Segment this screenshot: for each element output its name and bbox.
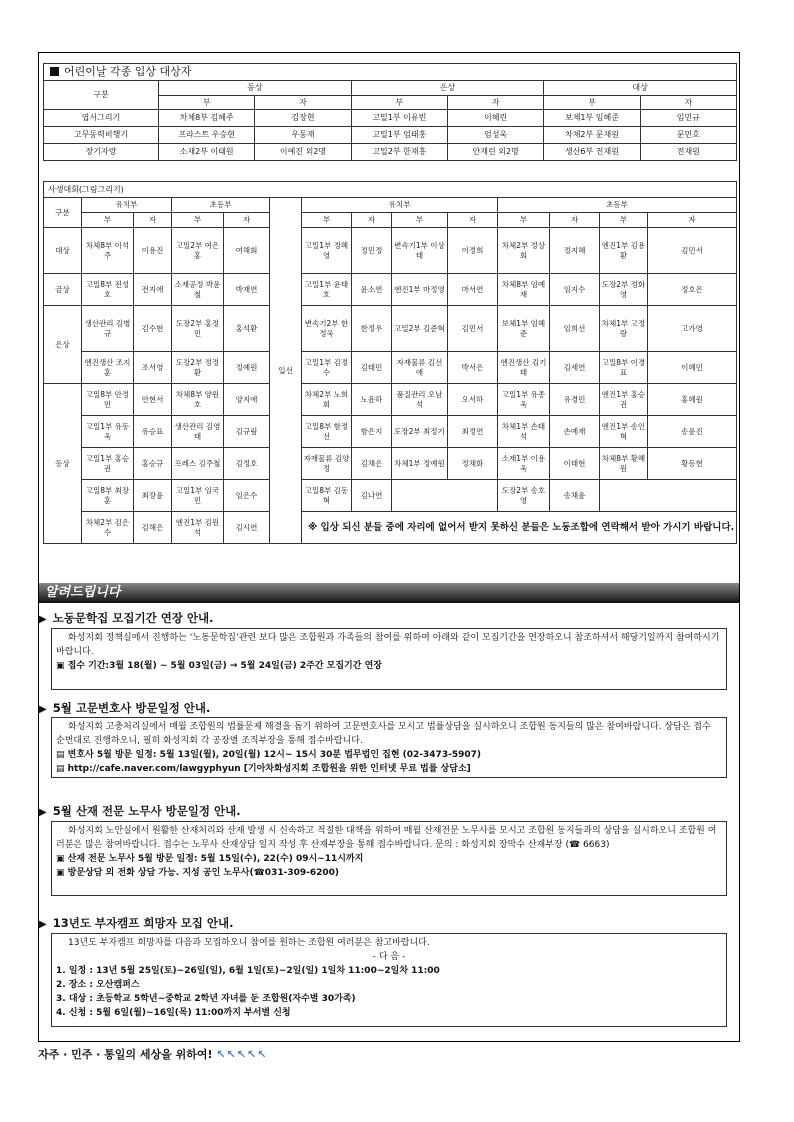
award-group-header: 대상 — [544, 81, 737, 96]
award-sub-header: 자 — [447, 96, 543, 110]
grade-label: 동상 — [44, 384, 82, 544]
square-bullet-icon — [50, 67, 59, 76]
award-sub-header: 부 — [351, 96, 447, 110]
grade-label: 은상 — [44, 306, 82, 384]
notice-title: ▶ 5월 산재 전문 노무사 방문일정 안내. — [39, 804, 241, 818]
triangle-right-icon: ▶ — [39, 614, 47, 625]
table-row: 동상 고밀8부 안정민 안현서 차체8부 양원호 양지애 차체2부 노희회 노윤하 품질관리 오남석 오서하 고밀1부 유종욱 유경민 엔진1부 홍승권 홍혜원 — [44, 384, 737, 416]
table-row: 차체2부 김은수 김해은 엔진1부 김원석 김시연 ※ 입상 되신 분들 중에 자리에 없어서 받지 못하신 분들은 노동조합에 연락해서 받아 가시기 바랍니다. — [44, 512, 737, 544]
award-section — [43, 63, 737, 161]
triangle-right-icon: ▶ — [39, 704, 47, 715]
grade-label: 금상 — [44, 274, 82, 306]
table-row: 금상 고밀8부 전성호 전지애 소재공정 박윤철 박재연 고밀1부 윤태호 윤소연 엔진1부 마정영 마서연 차체8부 임예재 임지수 도장2부 정화영 정호은 — [44, 274, 737, 306]
table-row: 고밀1부 유동욱 유승표 생산관리 김영태 김규림 고밀8부 함정선 함은지 도장2부 최정기 최정연 차체1부 손태석 손예재 엔진1부 송인혁 송윤진 — [44, 416, 737, 448]
award-group-header: 은상 — [351, 81, 544, 96]
notice-title: ▶ 5월 고문변호사 방문일정 안내. — [39, 701, 211, 715]
drawing-contest-section — [43, 181, 737, 544]
notice-title: ▶ 13년도 부자캠프 희망자 모집 안내. — [39, 916, 234, 930]
notice-box: 화성지회 정책실에서 진행하는 ‘노동문학집’관련 보다 많은 조합원과 가족들의 참여를 위하여 아래와 같이 모집기간을 연장하오니 참조하셔서 해당기일까지 참여하시기 바랍니다. ▣ 접수 기간:3월 18(월) ~ 5월 03일(금) → 5월 24일(금) 2주간 모집기간 연장 — [51, 628, 727, 690]
drawing-contest-title: 사생대회(그림그리기) — [43, 181, 737, 197]
table-row: 엽서그리기 차체8부 김혜주 김장현 고밀1부 이유빈 이혜린 보체1부 임혜준 임민규 — [44, 110, 737, 127]
table-row: 고밀1부 홍승권 홍승규 프레스 김주철 김정호 자재물류 김양정 김채은 차체1부 정예원 정채화 소재1부 이용욱 이태현 차체8부 황혜원 황동현 — [44, 448, 737, 480]
notice-box: 화성지회 노안실에서 원활한 산재처리와 산재 발생 시 신속하고 적절한 대책을 위하여 매월 산재전문 노무사를 모시고 조합원 동지들과의 상담을 실시하오니 조합원 여러분은 많은 참여바랍니다. 접수는 노무사 산재상담 일지 작성 후 산재부장을 통해 접수바랍니다. 문의 : 화성지회 장막수 산재부장 (☎ 6663) ▣ 산재 전문 노무사 5월 방문 일정: 5월 15일(수), 22(수) 09시~11시까지 ▣ 방문상담 외 전화 상담 가능. 지성 공인 노무사(☎031-309-6200) — [51, 821, 727, 896]
award-table — [43, 80, 737, 161]
page-frame — [38, 52, 740, 1042]
award-sub-header: 부 — [544, 96, 640, 110]
notice-title: ▶ 노동문학집 모집기간 연장 안내. — [39, 611, 214, 625]
pickup-note: ※ 입상 되신 분들 중에 자리에 없어서 받지 못하신 분들은 노동조합에 연락해서 받아 가시기 바랍니다. — [302, 512, 737, 544]
award-title: 어린이날 각종 입상 대상자 — [43, 63, 737, 80]
honorable-mention-label: 입선 — [270, 198, 302, 544]
table-row: 대상 차체8부 이석주 이용진 고밀2부 여은홍 여해회 고밀1부 정혜영 정민정 변속기1부 이상태 이정희 차체2부 정상회 정지혜 엔진1부 김용환 김민서 — [44, 228, 737, 274]
drawing-contest-table: 구분 유치부 초등부 입선 유치부 초등부 부 자 부 자 부 자 부 자 부 자 부 자 대상 차체8부 이석주 이용진 고밀2부 여은홍 여해회 고밀1부 정혜영 정민정 변속기1부 이상태 이정희 차체2부 정상회 정지혜 엔진1부 김용환 김민서 금상 고밀8부 전성호 전지애 소재공정 박윤철 박재연 고밀1부 윤태호 윤소연 엔진1부 마정영 마서연 차체8부 임예재 임지수 도장2부 정화영 정호은 은상 생산관리 김병규 김수현 도장2부 홍정민 홍석환 변속기2부 한정욱 한정우 고밀2부 김준혁 김민서 보체1부 임혜준 임희선 차체1부 고정랑 고가영 엔진생산 조지훈 조서영 도장2부 정정환 정예원 고밀1부 김정수 김태민 자재물류 김선애 박서은 엔진생산 김기태 김세연 고밀8부 이경표 이혜민 동상 고밀8부 안정민 안현서 차체8부 양원호 양지애 차체2부 노희회 노윤하 품질관리 오남석 오서하 고밀1부 유종욱 유경민 엔진1부 홍승권 홍혜원 고밀1부 유동욱 유승표 생산관리 김영태 김규림 고밀8부 함정선 함은지 도장2부 최정기 최정연 차체1부 손태석 손예재 엔진1부 송인혁 송윤진 고밀1부 홍승권 홍승규 프레스 김주철 김정호 자재물류 김양정 김채은 차체1부 정예원 정채화 소재1부 이용욱 이태현 차체8부 황혜원 황동현 고밀8부 최장훈 최장윤 고밀1부 임국민 임은수 고밀8부 김동혁 김나연 도장2부 송호영 송채윤 차체2부 김은수 김해은 엔진1부 김원석 김시연 ※ 입상 되신 분들 중에 자리에 없어서 받지 못하신 분들은 노동조합에 연락해서 받아 가시기 바랍니다. — [43, 197, 737, 544]
footer-slogan: 자주 · 민주 · 통일의 세상을 위하여! ↖↖↖↖↖ — [38, 1048, 268, 1061]
table-row: 엔진생산 조지훈 조서영 도장2부 정정환 정예원 고밀1부 김정수 김태민 자재물류 김선애 박서은 엔진생산 김기태 김세연 고밀8부 이경표 이혜민 — [44, 352, 737, 384]
notice-box: 13년도 부자캠프 희망자를 다음과 모집하오니 참여를 원하는 조합원 여러분은 참고바랍니다. - 다 음 - 1. 일정 : 13년 5월 25일(토)~26일(일), 6월 1일(토)~2일(일) 1일차 11:00~2일차 11:00 2. 장소 : 오산캠퍼스 3. 대상 : 초등학교 5학년~중학교 2학년 자녀를 둔 조합원(자수별 30가족) 4. 신청 : 5월 6일(월)~16일(목) 11:00까지 부서별 신청 — [51, 933, 727, 1027]
table-row: 고무동력비행기 프라스트 우승현 우동재 고밀1부 엄태홍 엄성욱 차체2부 문재원 문민호 — [44, 127, 737, 144]
grade-label: 대상 — [44, 228, 82, 274]
table-row: 고밀8부 최장훈 최장윤 고밀1부 임국민 임은수 고밀8부 김동혁 김나연 도장2부 송호영 송채윤 — [44, 480, 737, 512]
notice-banner: 알려드립니다 — [39, 583, 739, 603]
award-group-header: 동상 — [159, 81, 352, 96]
award-corner: 구분 — [44, 81, 159, 110]
award-sub-header: 자 — [255, 96, 351, 110]
notice-box: 화성지회 고충처리실에서 매월 조합원의 법률문제 해결을 돕기 위하여 고문변호사를 모시고 법률상담을 실시하오니 조합원 동지들의 많은 참여바랍니다. 상담은 접수 순번대로 진행하오니, 필히 화성지회 각 공장별 조직부장을 통해 접수바랍니다. ▤ 변호사 5월 방문 일정: 5월 13일(월), 20일(월) 12시~ 15시 30분 법무법인 집현 (02-3473-5907) ▤ http://cafe.naver.com/lawgyphyun [기아차화성지회 조합원을 위한 인터넷 무료 법률 상담소] — [51, 717, 727, 778]
award-sub-header: 부 — [159, 96, 255, 110]
triangle-right-icon: ▶ — [39, 807, 47, 818]
triangle-right-icon: ▶ — [39, 919, 47, 930]
table-row: 장기자랑 소재2부 이태원 이예진 외2명 고밀2부 한재홍 안재린 외2명 생산6부 전재원 전재원 — [44, 144, 737, 161]
arrow-decoration-icon: ↖↖↖↖↖ — [216, 1048, 268, 1061]
award-sub-header: 자 — [640, 96, 736, 110]
table-row: 은상 생산관리 김병규 김수현 도장2부 홍정민 홍석환 변속기2부 한정욱 한정우 고밀2부 김준혁 김민서 보체1부 임혜준 임희선 차체1부 고정랑 고가영 — [44, 306, 737, 352]
